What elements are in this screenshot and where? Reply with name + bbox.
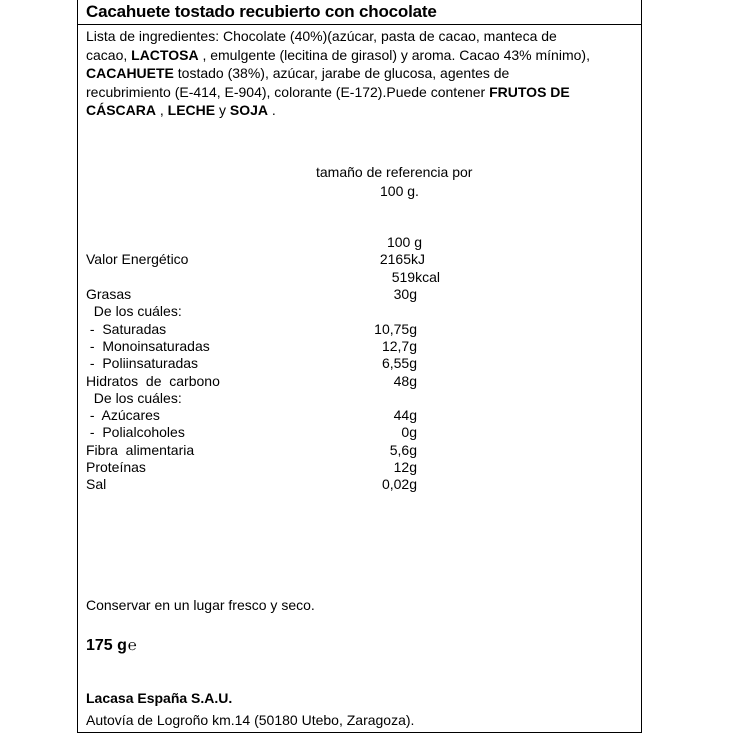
nutrient-label: De los cuáles:: [86, 389, 182, 406]
energy-kj-value: 2165kJ: [379, 251, 425, 267]
allergen-cacahuete: CACAHUETE: [86, 65, 174, 81]
ingredients-text: y: [215, 102, 230, 118]
nutrient-label: Hidratos de carbono: [86, 372, 220, 389]
ingredients-text: tostado (38%), azúcar, jarabe de glucosa, agentes de: [173, 65, 510, 81]
nutrient-label: Sal: [86, 476, 107, 493]
energy-label: Valor Energético: [86, 251, 189, 267]
allergen-cascara: CÁSCARA: [86, 102, 156, 118]
ingredients-text: ,: [156, 102, 168, 118]
ingredients-text: Lista de ingredientes: Chocolate (40%)(azúcar, pasta de cacao, manteca de: [86, 28, 557, 44]
e-mark-icon: ℮: [127, 637, 137, 654]
energy-kcal-value: 519kcal: [391, 269, 440, 285]
ingredients-line-1: [86, 27, 641, 46]
nutrient-label: - Azúcares: [86, 407, 160, 424]
net-weight: [86, 637, 137, 655]
nutrient-value: 30g: [393, 286, 417, 302]
allergen-soja: SOJA: [229, 102, 269, 118]
ingredients-line-2: [86, 46, 641, 65]
allergen-leche: LECHE: [167, 102, 216, 118]
net-weight-value: 175 g: [86, 637, 127, 654]
company-address: Autovía de Logroño km.14 (50180 Utebo, Zaragoza).: [86, 712, 415, 728]
nutrient-label: Fibra alimentaria: [86, 441, 195, 458]
nutrient-value: 0g: [401, 424, 417, 441]
nutrient-value: 44g: [393, 407, 417, 424]
nutrient-label: - Polialcoholes: [86, 424, 185, 441]
reference-line-1: tamaño de referencia por: [316, 164, 473, 180]
storage-instructions: Conservar en un lugar fresco y seco.: [86, 597, 315, 613]
reference-line-2: 100 g.: [380, 183, 419, 199]
ingredients-line-5: [86, 101, 641, 120]
nutrient-value: 10,75g: [374, 320, 417, 337]
nutrient-label: - Saturadas: [86, 320, 167, 337]
nutrient-label: Proteínas: [86, 459, 146, 475]
title-divider: [78, 24, 641, 25]
nutrient-value: 0,02g: [381, 476, 417, 493]
nutrient-label: Grasas: [86, 286, 132, 302]
company-name: Lacasa España S.A.U.: [86, 690, 233, 706]
nutrient-label: - Monoinsaturadas: [86, 337, 210, 354]
nutrient-value: 6,55g: [381, 355, 417, 372]
nutrient-value: 12g: [393, 459, 417, 475]
nutrient-value: 48g: [393, 372, 417, 389]
ingredients-line-4: [86, 83, 641, 102]
ingredients-text: cacao,: [86, 46, 132, 63]
nutrient-value: 12,7g: [381, 337, 417, 354]
allergen-frutos-de: FRUTOS DE: [489, 83, 570, 100]
ingredients-line-3: [86, 64, 641, 83]
ingredients-text: recubrimiento (E-414, E-904), colorante (E-172).Puede contener: [86, 83, 490, 100]
nutrient-label: De los cuáles:: [86, 303, 182, 320]
allergen-lactosa: LACTOSA: [131, 46, 199, 63]
nutrition-column-header: 100 g: [386, 234, 422, 250]
product-title: Cacahuete tostado recubierto con chocolate: [86, 2, 437, 21]
ingredients-text: .: [268, 102, 276, 118]
ingredients-block: [86, 27, 641, 120]
nutrient-value: 5,6g: [389, 441, 417, 458]
nutrient-label: - Poliinsaturadas: [86, 355, 199, 372]
ingredients-text: , emulgente (lecitina de girasol) y aroma. Cacao 43% mínimo),: [198, 46, 590, 63]
